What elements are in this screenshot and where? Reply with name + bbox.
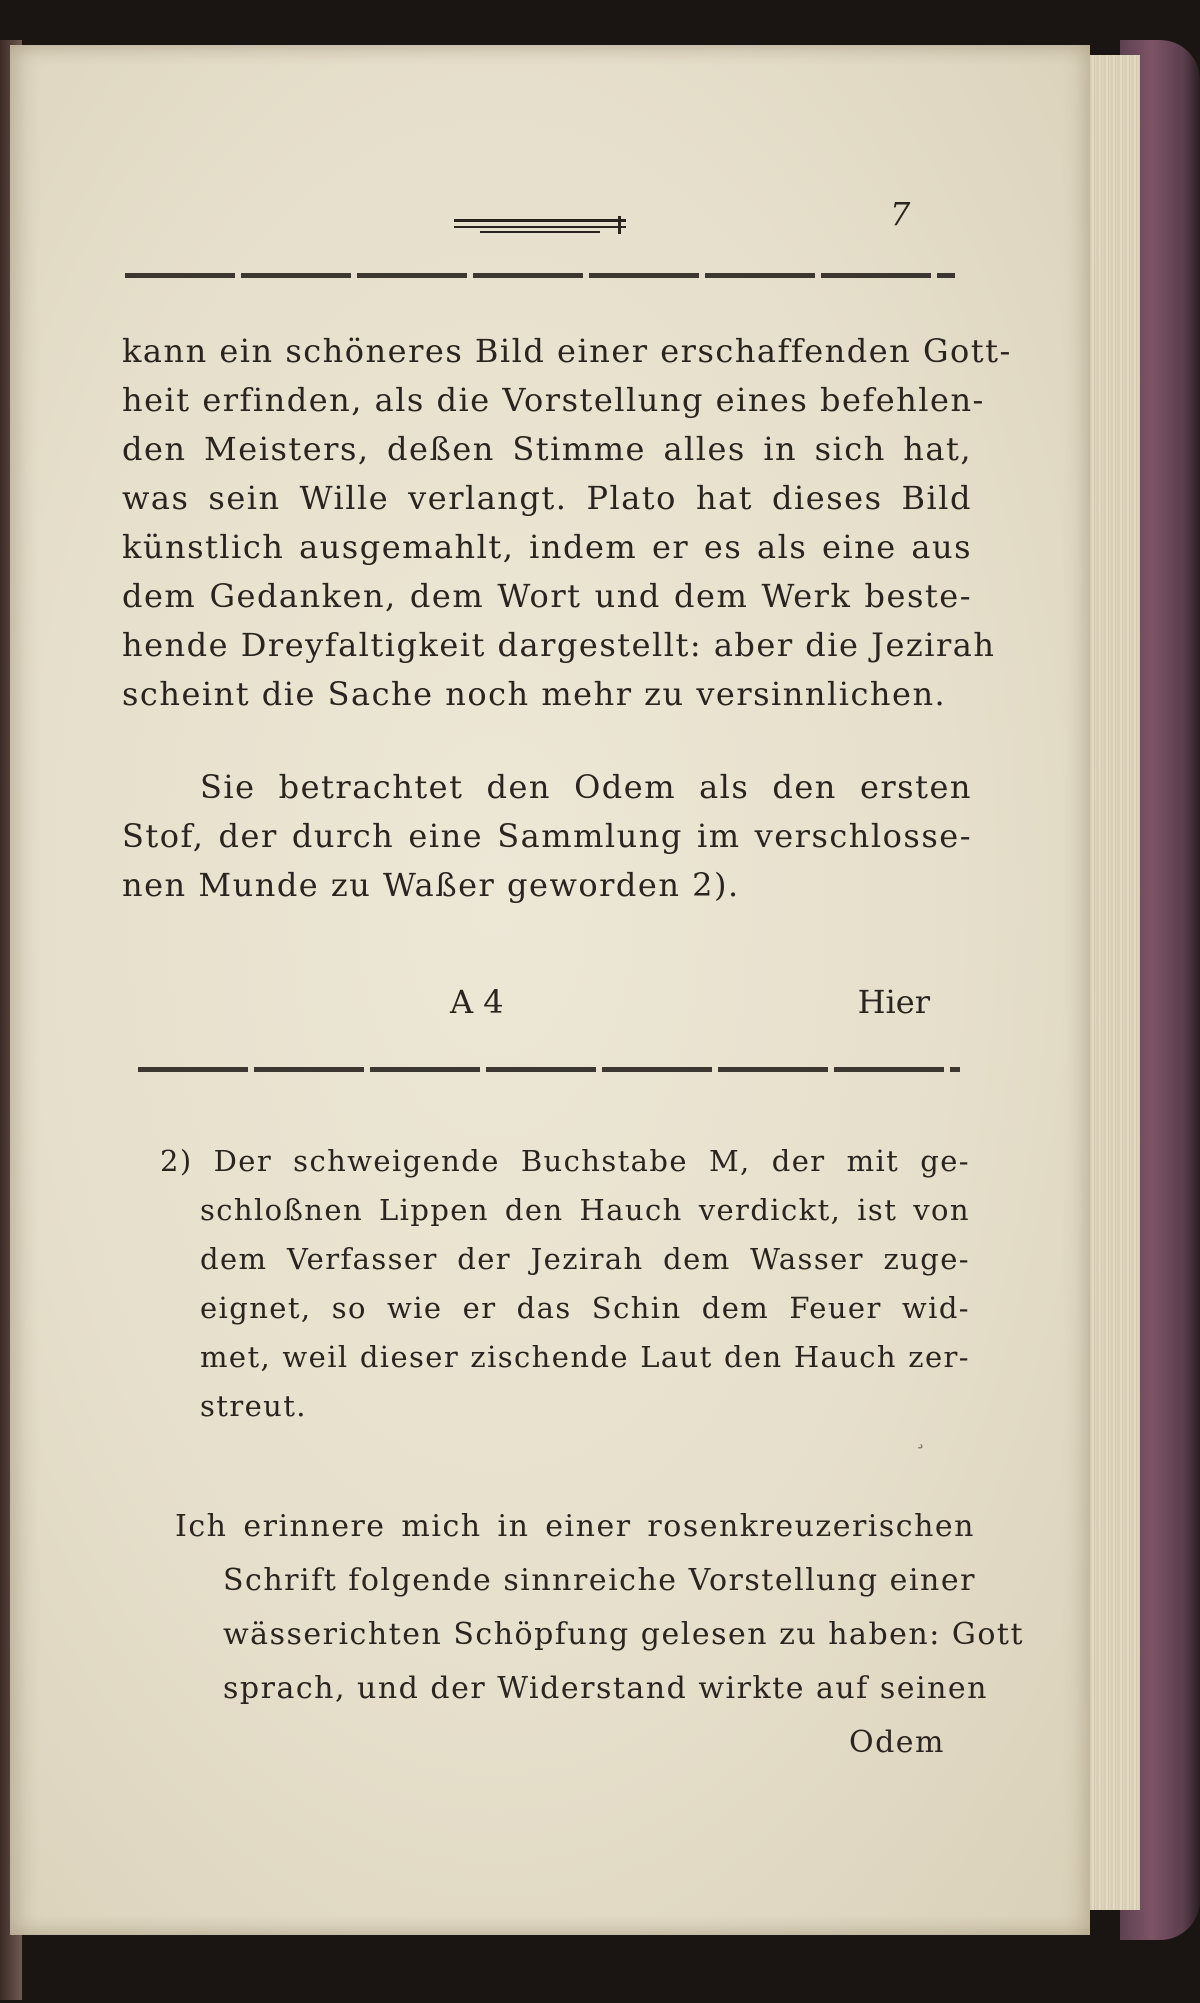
handwritten-catchword: Odem [849,1725,945,1760]
text-line: was sein Wille verlangt. Plato hat dieses Bild [122,479,972,517]
stray-mark: ¸ [915,1425,926,1450]
footnote-line: eignet, so wie er das Schin dem Feuer wid- [200,1291,970,1325]
handwritten-line: Ich erinnere mich in einer rosenkreuzerischen [175,1509,975,1544]
footnote-line: streut. [200,1389,307,1423]
footnote [160,1137,970,1431]
page-number: 7 [890,195,911,233]
book-page [10,45,1090,1935]
handwritten-line: sprach, und der Widerstand wirkte auf seinen [223,1671,988,1706]
header-ornament [450,213,630,237]
footnote-line: schloßnen Lippen den Hauch verdickt, ist von [200,1193,970,1227]
paragraph-2 [122,763,972,910]
text-line: nen Munde zu Waßer geworden 2). [122,866,740,904]
paragraph-gap [122,719,972,763]
footnote-line: 2) Der schweigende Buchstabe M, der mit ge- [160,1144,970,1178]
text-line: kann ein schöneres Bild einer erschaffenden Gott- [122,332,1012,370]
text-line: dem Gedanken, dem Wort und dem Werk beste- [122,577,972,615]
paragraph-1 [122,327,1012,719]
catchword: Hier [857,983,930,1021]
text-line: Stof, der durch eine Sammlung im verschlosse- [122,817,972,855]
signature-mark: A 4 [450,983,504,1021]
text-line: Sie betrachtet den Odem als den ersten [200,768,972,806]
text-line: den Meisters, deßen Stimme alles in sich hat, [122,430,972,468]
text-line: heit erfinden, als die Vorstellung eines befehlen- [122,381,985,419]
handwritten-line: wässerichten Schöpfung gelesen zu haben: Gott [223,1617,1025,1652]
catchline [450,983,930,1021]
footnote-line: dem Verfasser der Jezirah dem Wasser zuge- [200,1242,970,1276]
header-rule [125,273,955,278]
text-line: scheint die Sache noch mehr zu versinnlichen. [122,675,947,713]
footnote-rule [138,1067,960,1072]
body-text [122,327,1012,910]
handwritten-line: Schrift folgende sinnreiche Vorstellung einer [223,1563,976,1598]
text-line: hende Dreyfaltigkeit dargestellt: aber die Jezirah [122,626,996,664]
text-line: künstlich ausgemahlt, indem er es als eine aus [122,528,972,566]
footnote-line: met, weil dieser zischende Laut den Hauch zer- [200,1340,970,1374]
handwritten-note [175,1500,1025,1770]
